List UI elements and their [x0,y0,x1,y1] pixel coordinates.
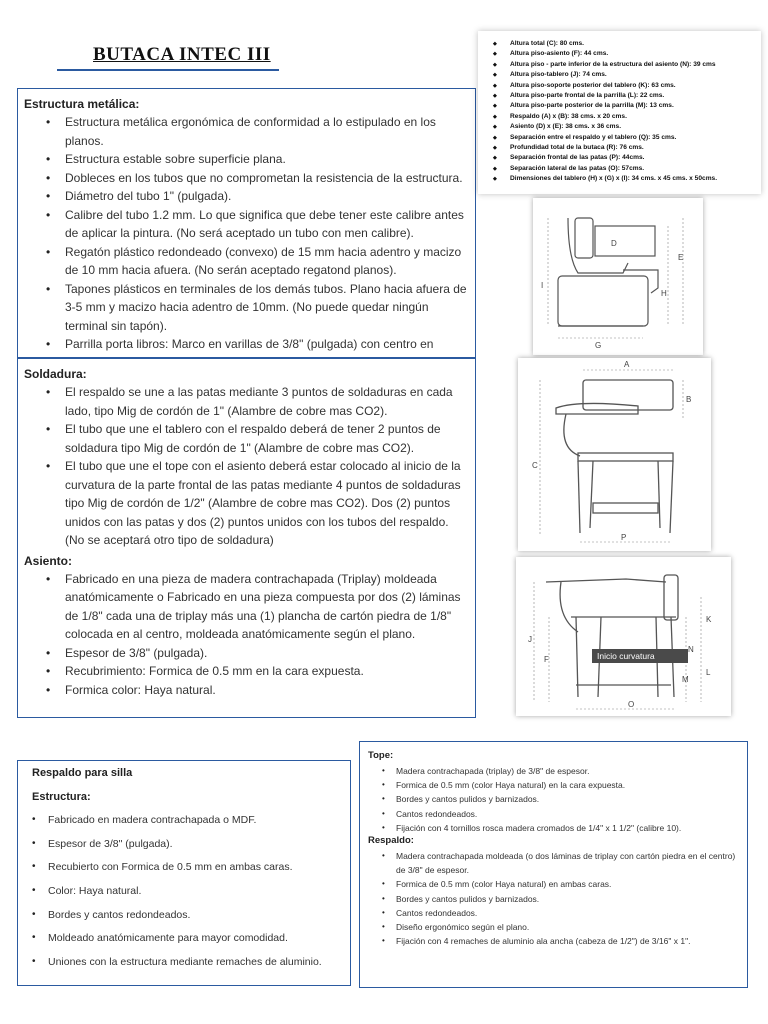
spec-item: ◆ Separación lateral de las patas (O): 57cms. [486,164,755,174]
spec-item: ◆ Dimensiones del tablero (H) x (G) x (I): 34 cms. x 45 cms. x 50cms. [486,174,755,184]
asiento-heading: Asiento: [24,553,72,568]
estructura-heading: Estructura metálica: [24,97,140,111]
list-item: • Moldeado anatómicamente para mayor comodidad. [28,931,340,945]
list-item: • El tubo que une el tablero con el respaldo deberá de tener 2 puntos de soldadura tipo Mig de cordón de 1" (Alambre de cobre mas CO2). [24,420,469,457]
spec-item: ◆ Asiento (D) x (E): 38 cms. x 36 cms. [486,122,755,132]
list-item: • Diseño ergonómico según el plano. [368,920,739,934]
dim-label: A [624,360,630,369]
respaldo-silla-section [17,760,351,986]
chair-side-view-diagram [533,198,703,355]
list-item: • Bordes y cantos pulidos y barnizados. [368,792,739,806]
list-item: • Espesor de 3/8" (pulgada). [24,644,469,663]
list-item: • Formica color: Haya natural. [24,681,469,700]
respaldo-heading: Respaldo: [368,835,414,847]
estructura-metalica-section [17,88,476,358]
spec-item: ◆ Altura piso-soporte posterior del tablero (K): 63 cms. [486,81,755,91]
list-item: • Bordes y cantos pulidos y barnizados. [368,892,739,906]
list-item: • Calibre del tubo 1.2 mm. Lo que significa que debe tener este calibre antes de aplicar la pintura. (No será aceptado un tubo con men calibre). [24,206,469,243]
spec-item: ◆ Altura piso-asiento (F): 44 cms. [486,49,755,59]
list-item: • Madera contrachapada (triplay) de 3/8" de espesor. [368,764,739,778]
dim-label: F [544,655,549,664]
dim-label: E [678,253,684,262]
dim-label: L [706,668,711,677]
list-item: • Dobleces en los tubos que no comprometan la resistencia de la estructura. [24,169,469,188]
list-item: • Uniones con la estructura mediante remaches de aluminio. [28,955,340,969]
spec-item: ◆ Profundidad total de la butaca (R): 76 cms. [486,143,755,153]
list-item: • Bordes y cantos redondeados. [28,908,340,922]
spec-item: ◆ Respaldo (A) x (B): 38 cms. x 20 cms. [486,112,755,122]
dim-label: O [628,700,635,709]
list-item: • Color: Haya natural. [28,884,340,898]
list-item: • Diámetro del tubo 1" (pulgada). [24,187,469,206]
dim-label: G [595,341,602,350]
list-item: • Fijación con 4 tornillos rosca madera cromados de 1/4" x 1 1/2" (calibre 10). [368,821,739,835]
chair-side-view-svg [533,198,703,355]
dim-label: C [532,461,538,470]
dim-label: H [661,289,667,298]
dim-label: P [621,533,627,542]
list-item: • Recubierto con Formica de 0.5 mm en ambas caras. [28,860,340,874]
chair-side-dimensions-svg [516,557,731,716]
spec-item: ◆ Altura piso-tablero (J): 74 cms. [486,70,755,80]
dim-label: D [611,239,617,248]
spec-item: ◆ Separación frontal de las patas (P): 44cms. [486,153,755,163]
list-item: • Recubrimiento: Formica de 0.5 mm en la cara expuesta. [24,662,469,681]
dim-label: N [688,645,694,654]
respaldo-silla-list [28,813,340,969]
specs-list [486,39,755,185]
dim-label: B [686,395,692,404]
respaldo-list [368,849,739,948]
list-item: • Fabricado en madera contrachapada o MDF. [28,813,340,827]
spec-item: ◆ Altura piso-parte posterior de la parrilla (M): 13 cms. [486,101,755,111]
list-item: • Tapones plásticos en terminales de los demás tubos. Plano hacia afuera de 3-5 mm y macizo hacia adentro de 10mm. (No puede quedar ningún terminal sin tapón). [24,280,469,336]
inicio-curvatura-callout: Inicio curvatura [592,649,688,663]
asiento-list [24,570,469,700]
spec-item: ◆ Separación entre el respaldo y el tablero (Q): 35 cms. [486,133,755,143]
list-item: • Formica de 0.5 mm (color Haya natural) en la cara expuesta. [368,778,739,792]
list-item: • Cantos redondeados. [368,906,739,920]
soldadura-asiento-section [17,358,476,718]
dim-label: M [682,675,689,684]
chair-front-view-svg [518,358,711,551]
list-item: • Fijación con 4 remaches de aluminio ala ancha (cabeza de 1/2") de 3/16" x 1". [368,934,739,948]
soldadura-list [24,383,469,550]
dim-label: I [541,281,544,290]
list-item: • Formica de 0.5 mm (color Haya natural) en ambas caras. [368,877,739,891]
respaldo-silla-subheading: Estructura: [32,791,91,803]
list-item: • Espesor de 3/8" (pulgada). [28,837,340,851]
title-underline-rule [57,69,279,71]
chair-front-view-diagram [518,358,711,551]
tope-respaldo-section [359,741,748,988]
list-item: • Estructura estable sobre superficie plana. [24,150,469,169]
spec-item: ◆ Altura piso-parte frontal de la parrilla (L): 22 cms. [486,91,755,101]
list-item: • Cantos redondeados. [368,807,739,821]
list-item: • El respaldo se une a las patas mediante 3 puntos de soldaduras en cada lado, tipo Mig de cordón de 1" (Alambre de cobre mas CO2). [24,383,469,420]
list-item: • El tubo que une el tope con el asiento deberá estar colocado al inicio de la curvatura de la parte frontal de las patas mediante 4 puntos de soldaduras tipo Mig de cordón de 1/2" (Alambre de cobre mas CO2). Dos (2) puntos unidos con las patas y dos (2) puntos unidos con los tubos del respaldo. (No se aceptará otro tipo de soldadura) [24,457,469,550]
spec-item: ◆ Altura total (C): 80 cms. [486,39,755,49]
tope-list [368,764,739,835]
dim-label: J [528,635,532,644]
list-item: • Estructura metálica ergonómica de conformidad a lo estipulado en los planos. [24,113,469,150]
soldadura-heading: Soldadura: [24,367,87,381]
chair-side-dimensions-diagram [516,557,731,716]
list-item: • Parrilla porta libros: Marco en varillas de 3/8" (pulgada) con centro en [24,335,469,372]
respaldo-silla-heading: Respaldo para silla [32,767,133,779]
estructura-list [24,113,469,372]
list-item: • Madera contrachapada moldeada (o dos láminas de triplay con cartón piedra en el centro) de 3/8" de espesor. [368,849,739,877]
dimensions-spec-card [478,31,761,194]
list-item: • Fabricado en una pieza de madera contrachapada (Triplay) moldeada anatómicamente o Fabricado en una pieza compuesta por dos (2) láminas de 1/8" cada una de triplay más una (1) plancha de cartón piedra de 1/8" colocada en al centro, moldeada anatómicamente según el plano. [24,570,469,644]
tope-heading: Tope: [368,750,394,761]
spec-item: ◆ Altura piso - parte inferior de la estructura del asiento (N): 39 cms [486,60,755,70]
dim-label: K [706,615,712,624]
document-title: BUTACA INTEC III [93,44,271,65]
list-item: • Regatón plástico redondeado (convexo) de 15 mm hacia adentro y macizo de 10 mm hacia afuera. (No serán aceptado regatond planos). [24,243,469,280]
